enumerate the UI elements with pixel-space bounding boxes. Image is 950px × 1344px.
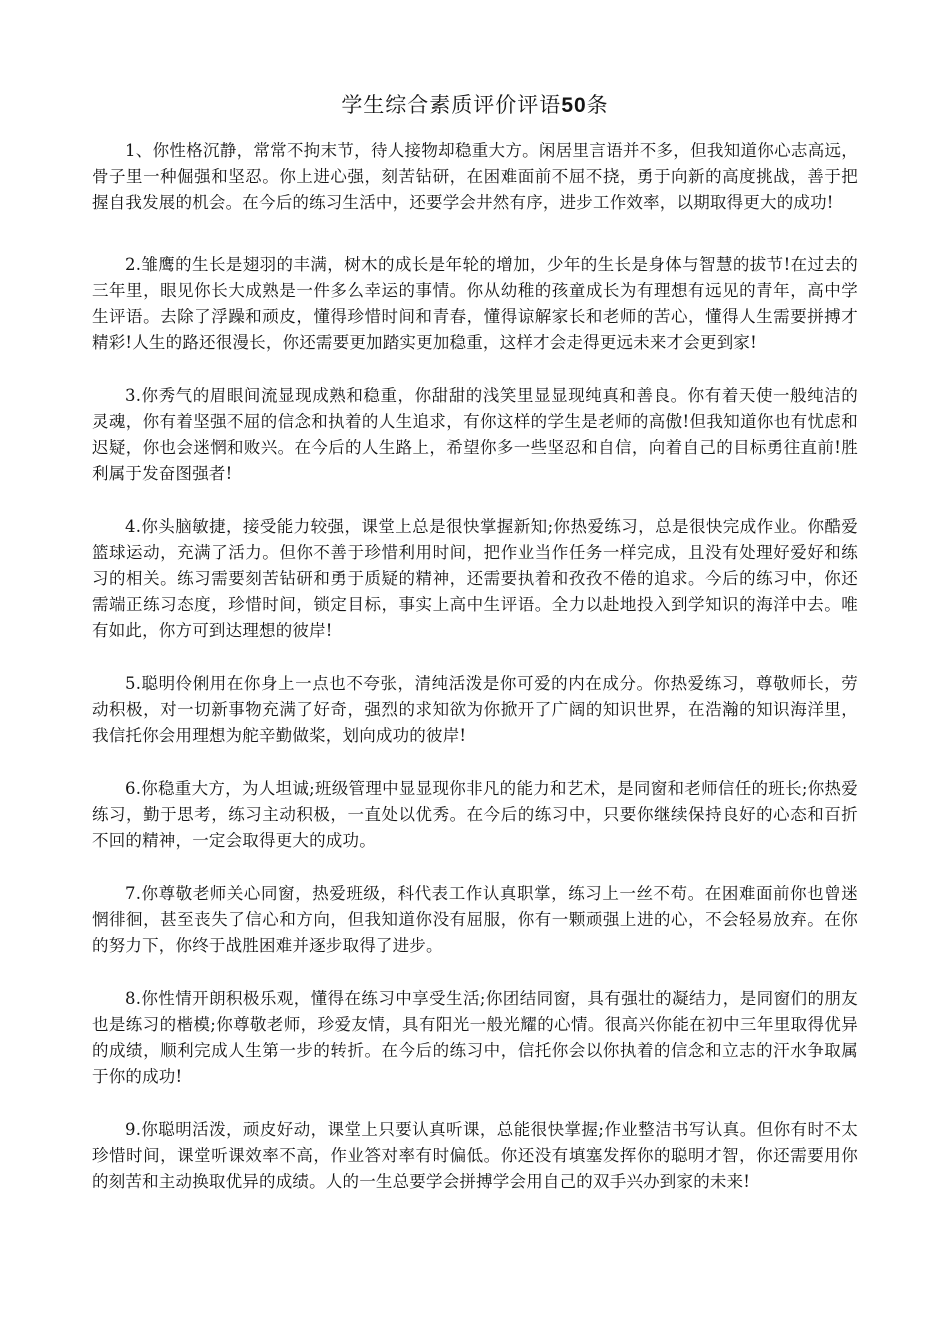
document-body (92, 138, 858, 1222)
title-number: 50 (561, 94, 587, 117)
title-prefix: 学生综合素质评价评语 (341, 93, 562, 117)
comment-paragraph-5: 5.聪明伶俐用在你身上一点也不夸张，清纯活泼是你可爱的内在成分。你热爱练习，尊敬师长，劳动积极，对一切新事物充满了好奇，强烈的求知欲为你掀开了广阔的知识世界，在浩瀚的知识海洋里，我信托你会用理想为舵辛勤做桨，划向成功的彼岸! (92, 674, 858, 745)
comment-paragraph-3: 3.你秀气的眉眼间流显现成熟和稳重，你甜甜的浅笑里显显现纯真和善良。你有着天使一般纯洁的灵魂，你有着坚强不屈的信念和执着的人生追求，有你这样的学生是老师的高傲!但我知道你也有忧虑和迟疑，你也会迷惘和败兴。在今后的人生路上，希望你多一些坚忍和自信，向着自己的目标勇往直前!胜利属于发奋图强者! (92, 386, 858, 483)
comment-paragraph-7: 7.你尊敬老师关心同窗，热爱班级，科代表工作认真职掌，练习上一丝不苟。在困难面前你也曾迷惘徘徊，甚至丧失了信心和方向，但我知道你没有屈服，你有一颗顽强上进的心，不会轻易放弃。在你的努力下，你终于战胜困难并逐步取得了进步。 (92, 884, 858, 955)
comment-paragraph-4: 4.你头脑敏捷，接受能力较强，课堂上总是很快掌握新知;你热爱练习，总是很快完成作业。你酷爱篮球运动，充满了活力。但你不善于珍惜利用时间，把作业当作任务一样完成，且没有处理好爱好和练习的相关。练习需要刻苦钻研和勇于质疑的精神，还需要执着和孜孜不倦的追求。今后的练习中，你还需端正练习态度，珍惜时间，锁定目标，事实上高中生评语。全力以赴地投入到学知识的海洋中去。唯有如此，你方可到达理想的彼岸! (92, 517, 858, 640)
comment-paragraph-2: 2.雏鹰的生长是翅羽的丰满，树木的成长是年轮的增加，少年的生长是身体与智慧的拔节!在过去的三年里，眼见你长大成熟是一件多么幸运的事情。你从幼稚的孩童成长为有理想有远见的青年，高中学生评语。去除了浮躁和顽皮，懂得珍惜时间和青春，懂得谅解家长和老师的苦心，懂得人生需要拼搏才精彩!人生的路还很漫长，你还需要更加踏实更加稳重，这样才会走得更远未来才会更到家! (92, 255, 858, 352)
document-title (0, 88, 950, 123)
comment-paragraph-1: 1、你性格沉静，常常不拘末节，待人接物却稳重大方。闲居里言语并不多，但我知道你心志高远，骨子里一种倔强和坚忍。你上进心强，刻苦钻研，在困难面前不屈不挠，勇于向新的高度挑战，善于把握自我发展的机会。在今后的练习生活中，还要学会井然有序，进步工作效率，以期取得更大的成功! (92, 141, 858, 212)
title-suffix: 条 (586, 93, 609, 117)
comment-paragraph-9: 9.你聪明活泼，顽皮好动，课堂上只要认真听课，总能很快掌握;作业整洁书写认真。但你有时不太珍惜时间，课堂听课效率不高，作业答对率有时偏低。你还没有填塞发挥你的聪明才智，你还需要用你的刻苦和主动换取优异的成绩。人的一生总要学会拼搏学会用自己的双手兴办到家的未来! (92, 1120, 858, 1191)
comment-paragraph-6: 6.你稳重大方，为人坦诚;班级管理中显显现你非凡的能力和艺术，是同窗和老师信任的班长;你热爱练习，勤于思考，练习主动积极，一直处以优秀。在今后的练习中，只要你继续保持良好的心态和百折不回的精神，一定会取得更大的成功。 (92, 779, 858, 850)
comment-paragraph-8: 8.你性情开朗积极乐观，懂得在练习中享受生活;你团结同窗，具有强壮的凝结力，是同窗们的朋友也是练习的楷模;你尊敬老师，珍爱友情，具有阳光一般光耀的心情。很高兴你能在初中三年里取得优异的成绩，顺利完成人生第一步的转折。在今后的练习中，信托你会以你执着的信念和立志的汗水争取属于你的成功! (92, 989, 858, 1086)
